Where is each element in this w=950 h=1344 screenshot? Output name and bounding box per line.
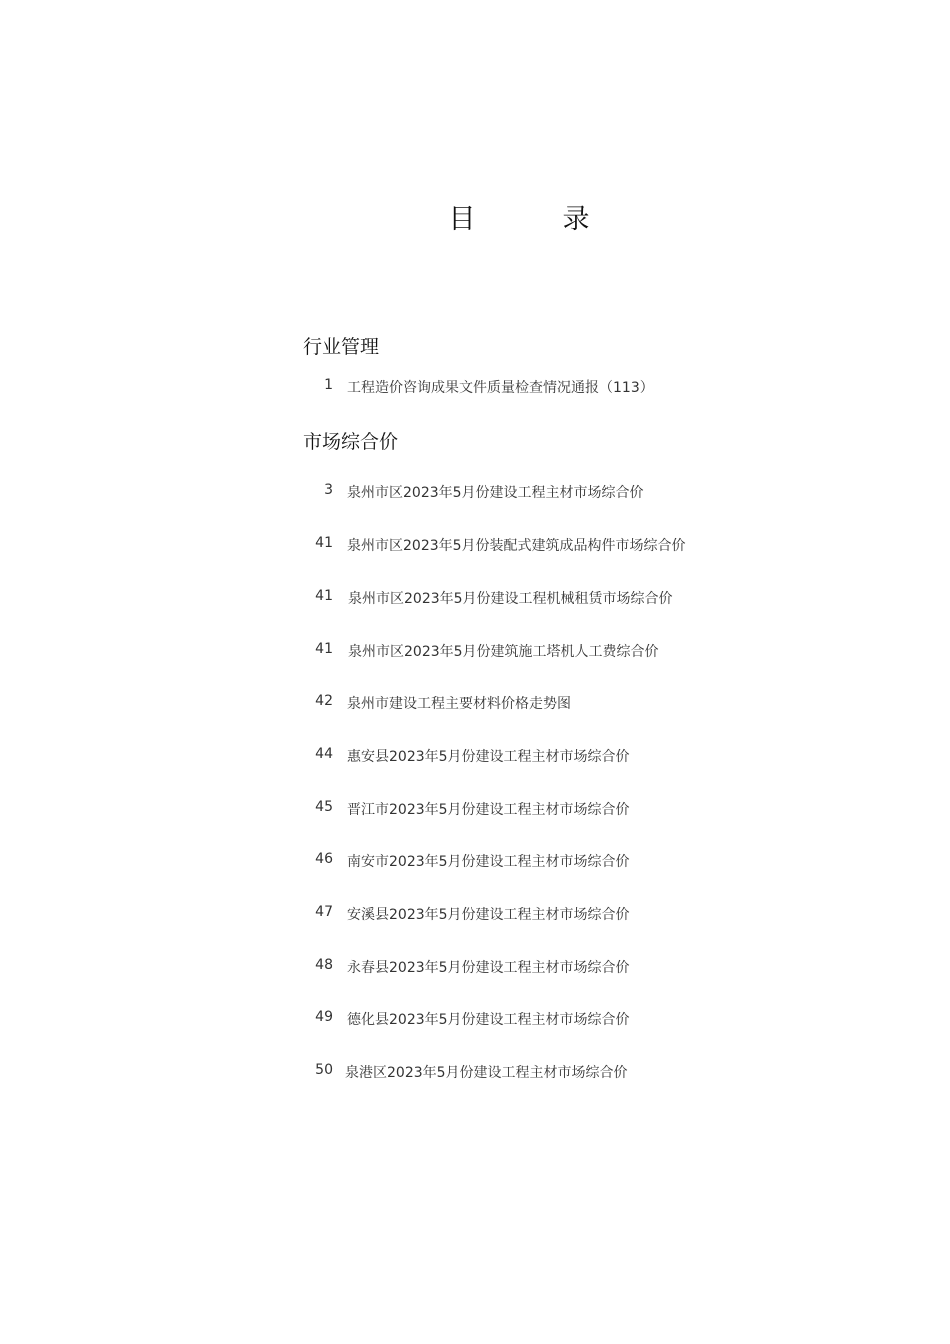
- toc-page-number: 46: [315, 851, 333, 867]
- toc-page-number: 47: [315, 904, 333, 920]
- toc-entry-text: 泉州市区2023年5月份建筑施工塔机人工费综合价: [348, 644, 659, 660]
- toc-page-number: 50: [315, 1062, 333, 1078]
- toc-entry[interactable]: [303, 746, 723, 768]
- toc-entry-text: 惠安县2023年5月份建设工程主材市场综合价: [347, 749, 630, 765]
- toc-entry-text: 晋江市2023年5月份建设工程主材市场综合价: [347, 802, 630, 818]
- toc-entry[interactable]: [303, 904, 723, 926]
- toc-entry-text: 安溪县2023年5月份建设工程主材市场综合价: [347, 907, 630, 923]
- toc-entry-text: 南安市2023年5月份建设工程主材市场综合价: [347, 854, 630, 870]
- toc-entry[interactable]: [303, 851, 723, 873]
- toc-page-number: 3: [324, 482, 333, 498]
- toc-entry-text: 泉州市建设工程主要材料价格走势图: [347, 696, 571, 712]
- toc-entry-text: 永春县2023年5月份建设工程主材市场综合价: [347, 960, 630, 976]
- toc-entry[interactable]: [303, 1009, 723, 1031]
- toc-page-number: 44: [315, 746, 333, 762]
- page-title: 目 录: [448, 204, 620, 235]
- toc-page-number: 45: [315, 799, 333, 815]
- toc-entry-text: 泉州市区2023年5月份装配式建筑成品构件市场综合价: [347, 538, 686, 554]
- toc-entry-text: 泉港区2023年5月份建设工程主材市场综合价: [345, 1065, 628, 1081]
- toc-entry[interactable]: [303, 693, 723, 715]
- toc-entry-text: 工程造价咨询成果文件质量检查情况通报（113）: [347, 380, 654, 396]
- toc-page-number: 41: [315, 641, 333, 657]
- toc-entry-text: 泉州市区2023年5月份建设工程主材市场综合价: [347, 485, 644, 501]
- toc-entry[interactable]: [303, 535, 723, 557]
- toc-page-number: 1: [324, 377, 333, 393]
- section-heading-industry-management: 行业管理: [303, 336, 380, 358]
- toc-entry[interactable]: [303, 641, 723, 663]
- toc-page-number: 41: [315, 535, 333, 551]
- toc-entry[interactable]: [303, 957, 723, 979]
- toc-page-number: 49: [315, 1009, 333, 1025]
- toc-entry[interactable]: [303, 482, 723, 504]
- toc-page-number: 48: [315, 957, 333, 973]
- section-heading-market-price: 市场综合价: [303, 431, 399, 453]
- toc-entry[interactable]: [303, 377, 723, 399]
- toc-page-number: 42: [315, 693, 333, 709]
- toc-entry[interactable]: [303, 588, 723, 610]
- toc-entry[interactable]: [303, 1062, 723, 1084]
- toc-entry-text: 泉州市区2023年5月份建设工程机械租赁市场综合价: [348, 591, 673, 607]
- toc-entry-text: 德化县2023年5月份建设工程主材市场综合价: [347, 1012, 630, 1028]
- toc-entry[interactable]: [303, 799, 723, 821]
- toc-page-number: 41: [315, 588, 333, 604]
